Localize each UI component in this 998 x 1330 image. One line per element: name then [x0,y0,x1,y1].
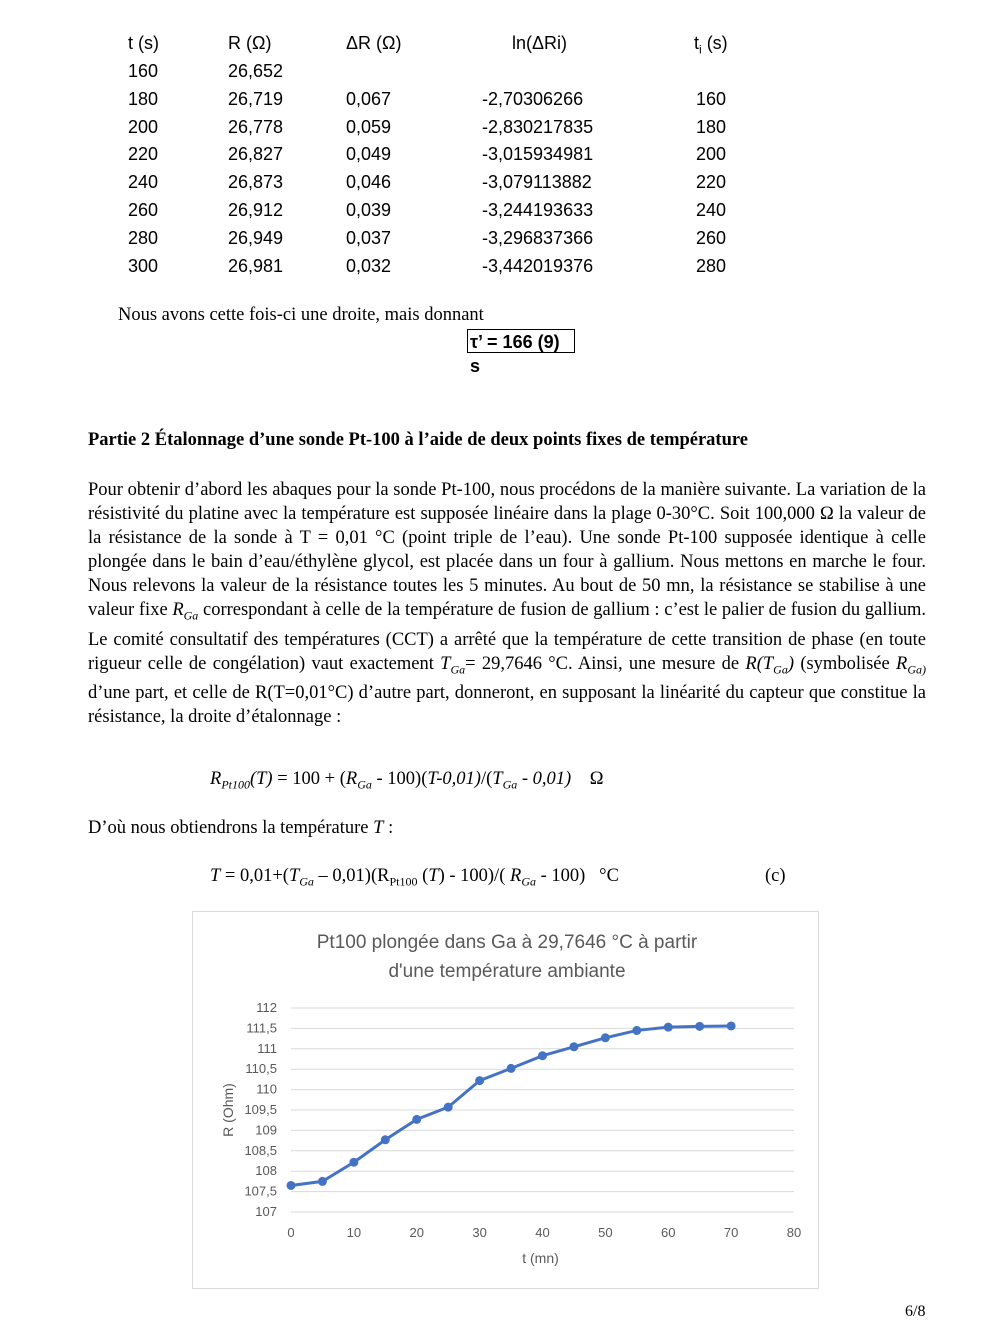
y-tick-label: 112 [256,1000,277,1015]
data-point [601,1034,609,1042]
chart-frame [192,911,819,1289]
data-point [727,1022,735,1030]
chart-title-line: d'une température ambiante [388,961,626,982]
y-tick-label: 107,5 [244,1183,277,1199]
cell-ti: 220 [696,172,727,193]
cell-delta-r: 0,059 [346,116,392,137]
cell-ln-delta-r: -3,296837366 [482,227,594,248]
data-point [570,1043,578,1051]
cell-t: 160 [128,61,159,81]
y-axis-label: R (Ohm) [220,1083,236,1137]
line-chart [193,912,820,1290]
cell-ln-delta-r: -3,079113882 [482,172,592,193]
header-delta-r: ΔR (Ω) [346,33,402,53]
table-row [0,89,998,115]
data-point [476,1077,484,1085]
symbol-r-ga-2: $R_{Ga)}$ [896,653,926,677]
section-heading: Partie 2 Étalonnage d’une sonde Pt-100 à l’aide de deux points fixes de température [88,430,748,450]
tau-result-box: τ’ = 166 (9) s [467,329,575,353]
header-r: R (Ω) [228,33,272,53]
header-ti: $t_i$ (s) [694,33,728,57]
cell-ln-delta-r: -2,70306266 [482,88,584,109]
cell-ln-delta-r: -3,244193633 [482,200,594,220]
x-axis-label: t (mn) [522,1250,559,1266]
y-tick-label: 111 [257,1040,277,1056]
table-row [0,172,998,198]
data-point [507,1064,515,1072]
formula-tag: (c) [765,866,786,886]
y-tick-label: 108,5 [244,1142,277,1158]
cell-ln-delta-r: -3,015934981 [482,144,594,165]
table-row [0,117,998,143]
cell-ti: 280 [696,255,727,276]
cell-delta-r: 0,049 [346,144,392,165]
header-t: t (s) [128,33,159,53]
table-row [0,228,998,254]
paragraph-text-3: = 29,7646 °C. Ainsi, une mesure de [465,653,746,674]
cell-r: 26,778 [228,116,284,137]
table-row [0,61,998,87]
calibration-formula: $R_{Pt100}(T) = 100 + (R_{Ga} - 100)(T-0,01)/(T_{Ga} - 0,01)$ Ω [210,769,604,792]
cell-ti: 240 [696,200,727,220]
y-tick-label: 110 [256,1081,277,1097]
result-sentence: Nous avons cette fois-ci une droite, mais donnant [118,305,484,325]
cell-ln-delta-r: -2,830217835 [482,116,594,137]
x-tick-label: 10 [346,1225,362,1240]
cell-t: 300 [128,255,159,276]
section-paragraph [88,478,926,729]
cell-delta-r: 0,039 [346,200,392,220]
symbol-r-ga: $R_{Ga}$ [172,600,199,623]
x-tick-label: 80 [786,1225,802,1240]
y-tick-label: 111,5 [246,1020,277,1036]
data-point [381,1136,389,1144]
cell-r: 26,719 [228,88,284,109]
data-point [664,1023,672,1031]
y-tick-label: 108 [255,1163,277,1179]
header-ln-delta-r: ln(ΔRi) [512,33,568,53]
paragraph-text-5: d’une part, et celle de R(T=0,01°C) d’autre part, donneront, en supposant la linéarité du capteur que constitue la résistance, la droite d’étalonnage : [88,683,926,728]
cell-delta-r: 0,067 [346,88,392,109]
cell-r: 26,827 [228,144,284,165]
cell-ti: 200 [696,144,727,165]
data-point [633,1026,641,1034]
data-point [318,1177,326,1185]
cell-r: 26,873 [228,172,284,193]
table-row [0,200,998,226]
cell-r: 26,652 [228,61,284,81]
y-tick-label: 109,5 [244,1102,277,1117]
cell-r: 26,912 [228,200,284,220]
paragraph-text-4: (symbolisée [794,653,897,674]
y-tick-label: 110,5 [245,1061,277,1077]
cell-t: 200 [128,116,159,137]
cell-t: 180 [128,88,159,109]
data-point [444,1103,452,1111]
cell-delta-r: 0,032 [346,255,392,276]
temperature-formula: $T = 0,01+(T_{Ga} - 0,01)(R_{Pt100}$ (T) - 100)/( $R_{Ga} - 100$) °C [210,866,619,889]
cell-t: 240 [128,172,159,193]
data-point [696,1022,704,1030]
table-header-row [0,33,998,59]
cell-ti: 260 [696,227,727,248]
x-tick-label: 40 [535,1225,550,1240]
cell-t: 280 [128,227,159,248]
y-tick-label: 107 [255,1204,277,1219]
intro-temperature-formula: D’où nous obtiendrons la température T : [88,818,394,838]
paragraph-text-1: Pour obtenir d’abord les abaques pour la sonde Pt-100, nous procédons de la manière suivante. La variation de la résistivité du platine avec la température est supposée linéaire dans la plage 0-30°C. Soit 100,000 Ω la valeur de la résistance de la sonde à T = 0,01 °C (point triple de l’eau). Une sonde Pt-100 supposée identique à celle plongée dans le bain d’eau/éthylène glycol, est placée dans un four à gallium. Nous mettons en marche le four. Nous relevons la valeur de la résistance toutes les 5 minutes. Au bout de 50 mn, la résistance se stabilise à une valeur fixe [88,480,926,620]
x-tick-label: 30 [472,1225,487,1240]
x-tick-label: 60 [661,1225,676,1240]
data-point [287,1181,295,1189]
data-point [413,1115,421,1123]
page-number: 6/8 [905,1303,926,1320]
paragraph-text-2: correspondant à celle de la température de fusion de gallium : c’est le palier de fusion du gallium. Le comité consultatif des températures (CCT) a arrêté que la température de cette transition de phase (en toute rigueur celle de congélation) vaut exactement [88,600,926,674]
cell-ti: 180 [696,116,727,137]
symbol-r-of-t-ga: $R(T_{Ga})$ [745,653,795,677]
cell-r: 26,949 [228,227,284,248]
y-tick-label: 109 [255,1122,277,1138]
cell-t: 260 [128,200,159,220]
chart-title-line: Pt100 plongée dans Ga à 29,7646 °C à partir [316,932,698,953]
cell-ti: 160 [696,88,727,109]
x-tick-label: 0 [287,1225,295,1240]
cell-t: 220 [128,144,159,165]
table-row [0,256,998,282]
x-tick-label: 50 [598,1225,613,1240]
cell-delta-r: 0,046 [346,172,392,193]
data-point [539,1052,547,1060]
cell-ln-delta-r: -3,442019376 [482,255,594,276]
cell-r: 26,981 [228,255,284,276]
symbol-t-ga: $T_{Ga}$ [440,653,466,677]
x-tick-label: 70 [723,1225,739,1240]
x-tick-label: 20 [409,1225,424,1240]
cell-delta-r: 0,037 [346,227,392,248]
table-row [0,144,998,170]
data-point [350,1158,358,1166]
